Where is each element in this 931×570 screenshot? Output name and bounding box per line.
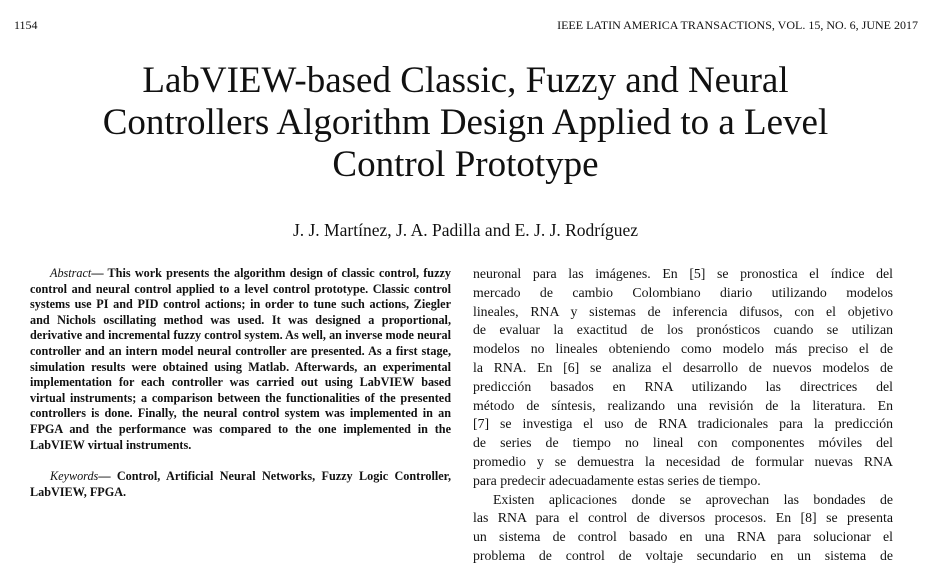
text-line: predicción basados en RNA utilizando las directrices del: [473, 378, 893, 394]
abstract-label: Abstract: [50, 266, 92, 280]
keywords-label: Keywords: [50, 469, 99, 484]
keywords-paragraph: [30, 469, 451, 500]
abstract-paragraph: [30, 266, 451, 453]
title-line: LabVIEW-based Classic, Fuzzy and Neural: [142, 60, 789, 101]
body-paragraph-1: [473, 265, 893, 491]
keywords-text: Control, Artificial Neural Networks, Fuzzy Logic Controller, LabVIEW, FPGA.: [30, 469, 452, 499]
text-line: lineales, RNA y sistemas de inferencia difusos, con el objetivo: [473, 303, 893, 319]
text-line: un sistema de control basado en una RNA para solucionar el: [473, 529, 893, 545]
abstract-text: This work presents the algorithm design of classic control, fuzzy control and neural control applied to a level control prototype. Classic control systems use PI and PID control actions; in order to tune such actions, Ziegler and Nichols oscillating method was used. It was designed a proportional, derivative and incremental fuzzy control system. As well, an inverse mode neural controller and an intern model neural controller are presented. As a first stage, simulation results were obtained using Matlab. Afterwards, an experimental implementation for each controller was carried out using LabVIEW based virtual instruments; a comparison between the functionalities of the presented controllers is done. Finally, the neural control system was implemented in an FPGA and the performance was compared to the one implemented in the LabVIEW virtual instruments.: [30, 266, 451, 452]
text-line: neuronal para las imágenes. En [5] se pronostica el índice del: [473, 266, 893, 281]
text-line: para predecir adecuadamente estas series de tiempo.: [473, 472, 761, 488]
text-line: las RNA para el control de diversos procesos. En [8] se presenta: [473, 510, 893, 526]
text-line: de evaluar la exactitud de los pronósticos cuando se utilizan: [473, 322, 893, 338]
text-line: mercado de cambio Colombiano diario utilizando modelos: [473, 284, 893, 300]
title-line: Control Prototype: [332, 144, 599, 185]
page-number: 1154: [14, 18, 38, 32]
text-line: [7] se investiga el uso de RNA tradicionales para la predicción: [473, 416, 893, 432]
body-paragraph-2: [473, 491, 893, 566]
abstract-dash: —: [91, 266, 108, 280]
paper-title: [0, 60, 931, 186]
title-line: Controllers Algorithm Design Applied to a Level: [102, 102, 829, 143]
text-line: Existen aplicaciones donde se aprovechan las bondades de: [493, 491, 893, 507]
text-line: problema de control de voltaje secundario en un sistema de: [473, 547, 893, 563]
text-line: promedio y se demuestra la necesidad de formular nuevas RNA: [473, 453, 893, 469]
keywords-dash: —: [98, 469, 117, 484]
text-line: método de síntesis, realizando una revisión de la literatura. En: [473, 397, 893, 413]
right-column: [473, 265, 893, 566]
journal-header: IEEE LATIN AMERICA TRANSACTIONS, VOL. 15, NO. 6, JUNE 2017: [557, 18, 918, 32]
text-line: de series de tiempo no lineal con componentes móviles del: [473, 435, 893, 451]
text-line: la RNA. En [6] se analiza el desarrollo de nuevos modelos de: [473, 359, 893, 375]
authors: J. J. Martínez, J. A. Padilla and E. J. J. Rodríguez: [292, 220, 639, 240]
text-line: modelos no lineales obteniendo como modelo más preciso el de: [473, 341, 893, 357]
left-column: [30, 266, 451, 500]
